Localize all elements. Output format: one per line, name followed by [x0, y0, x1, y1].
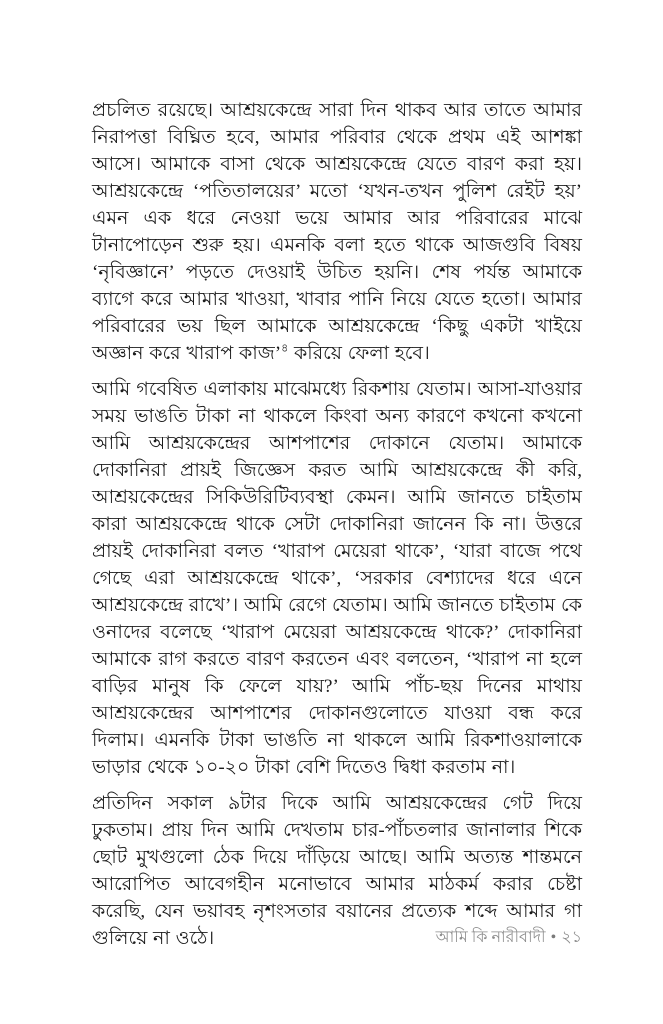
- footnote-marker: ৪: [281, 342, 289, 355]
- paragraph-1: [92, 97, 582, 367]
- body-text: [92, 97, 582, 952]
- paragraph-3: প্রতিদিন সকাল ৯টার দিকে আমি আশ্রয়কেন্দ্রের গেট দিয়ে ঢুকতাম। প্রায় দিন আমি দেখতাম চার-পাঁচতলার জানালার শিকে ছোট মুখগুলো ঠেক দিয়ে দাঁড়িয়ে আছে। আমি অত্যন্ত শান্তমনে আরোপিত আবেগহীন মনোভাবে আমার মাঠকর্ম করার চেষ্টা করেছি, যেন ভয়াবহ নৃশংসতার বয়ানের প্রত্যেক শব্দে আমার গা গুলিয়ে না ওঠে।: [92, 793, 582, 949]
- paragraph-2: আমি গবেষিত এলাকায় মাঝেমধ্যে রিকশায় যেতাম। আসা-যাওয়ার সময় ভাঙতি টাকা না থাকলে কিংবা অন্য কারণে কখনো কখনো আমি আশ্রয়কেন্দ্রের আশপাশের দোকানে যেতাম। আমাকে দোকানিরা প্রায়ই জিজ্ঞেস করত আমি আশ্রয়কেন্দ্রে কী করি, আশ্রয়কেন্দ্রের সিকিউরিটিব্যবস্থা কেমন। আমি জানতে চাইতাম কারা আশ্রয়কেন্দ্রে থাকে সেটা দোকানিরা জানেন কি না। উত্তরে প্রায়ই দোকানিরা বলত ‘খারাপ মেয়েরা থাকে’, ‘যারা বাজে পথে গেছে এরা আশ্রয়কেন্দ্রে থাকে’, ‘সরকার বেশ্যাদের ধরে এনে আশ্রয়কেন্দ্রে রাখে’। আমি রেগে যেতাম। আমি জানতে চাইতাম কে ওনাদের বলেছে ‘খারাপ মেয়েরা আশ্রয়কেন্দ্রে থাকে?’ দোকানিরা আমাকে রাগ করতে বারণ করতেন এবং বলতেন, ‘খারাপ না হলে বাড়ির মানুষ কি ফেলে যায়?’ আমি পাঁচ-ছয় দিনের মাথায় আশ্রয়কেন্দ্রের আশপাশের দোকানগুলোতে যাওয়া বন্ধ করে দিলাম। এমনকি টাকা ভাঙতি না থাকলে আমি রিকশাওয়ালাকে ভাড়ার থেকে ১০-২০ টাকা বেশি দিতেও দ্বিধা করতাম না।: [92, 379, 582, 778]
- paragraph-1-text: প্রচলিত রয়েছে। আশ্রয়কেন্দ্রে সারা দিন থাকব আর তাতে আমার নিরাপত্তা বিঘ্নিত হবে, আমার পরিবার থেকে প্রথম এই আশঙ্কা আসে। আমাকে বাসা থেকে আশ্রয়কেন্দ্রে যেতে বারণ করা হয়। আশ্রয়কেন্দ্রে ‘পতিতালয়ের’ মতো ‘যখন-তখন পুলিশ রেইট হয়’ এমন এক ধরে নেওয়া ভয়ে আমার আর পরিবারের মাঝে টানাপোড়েন শুরু হয়। এমনকি বলা হতে থাকে আজগুবি বিষয় ‘নৃবিজ্ঞানে’ পড়তে দেওয়াই উচিত হয়নি। শেষ পর্যন্ত আমাকে ব্যাগে করে আমার খাওয়া, খাবার পানি নিয়ে যেতে হতো। আমার পরিবারের ভয় ছিল আমাকে আশ্রয়কেন্দ্রে ‘কিছু একটা খাইয়ে অজ্ঞান করে খারাপ কাজ’: [92, 100, 582, 364]
- running-title: আমি কি নারীবাদী: [435, 929, 546, 946]
- page-footer: [92, 927, 582, 949]
- page-number: ২১: [561, 929, 582, 946]
- paragraph-1-text-continued: করিয়ে ফেলা হবে।: [288, 343, 430, 364]
- footer-bullet: •: [550, 929, 557, 946]
